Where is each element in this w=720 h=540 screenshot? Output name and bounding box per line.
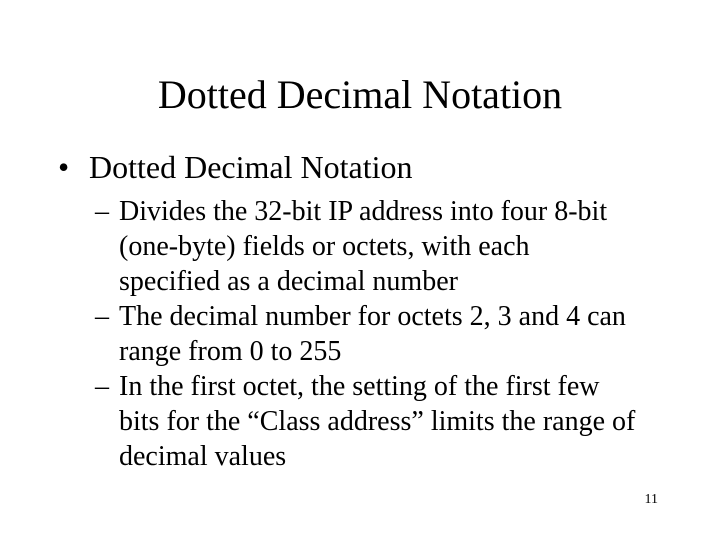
sub-bullet-line: bits for the “Class address” limits the range of [119,406,636,437]
sub-bullet-range [95,299,675,369]
sub-bullet-dash: – [95,301,109,332]
page-number: 11 [644,492,658,507]
sub-bullet-divides [95,194,675,299]
sub-bullet-first-octet [95,369,675,474]
sub-bullet-dash: – [95,371,109,402]
sub-bullet-line: (one-byte) fields or octets, with each [119,231,530,262]
main-bullet-text: Dotted Decimal Notation [89,149,413,185]
sub-bullet-line: range from 0 to 255 [119,336,342,367]
sub-bullet-dash: – [95,196,109,227]
sub-bullet-line: specified as a decimal number [119,266,458,297]
sub-bullet-list [95,194,675,474]
sub-bullet-line: decimal values [119,441,287,472]
slide-title: Dotted Decimal Notation [157,72,563,117]
main-bullet-dot: • [58,149,70,185]
sub-bullet-line: The decimal number for octets 2, 3 and 4 can [119,301,626,332]
sub-bullet-line: In the first octet, the setting of the first few [119,371,600,402]
sub-bullet-line: Divides the 32-bit IP address into four 8-bit [119,196,608,227]
